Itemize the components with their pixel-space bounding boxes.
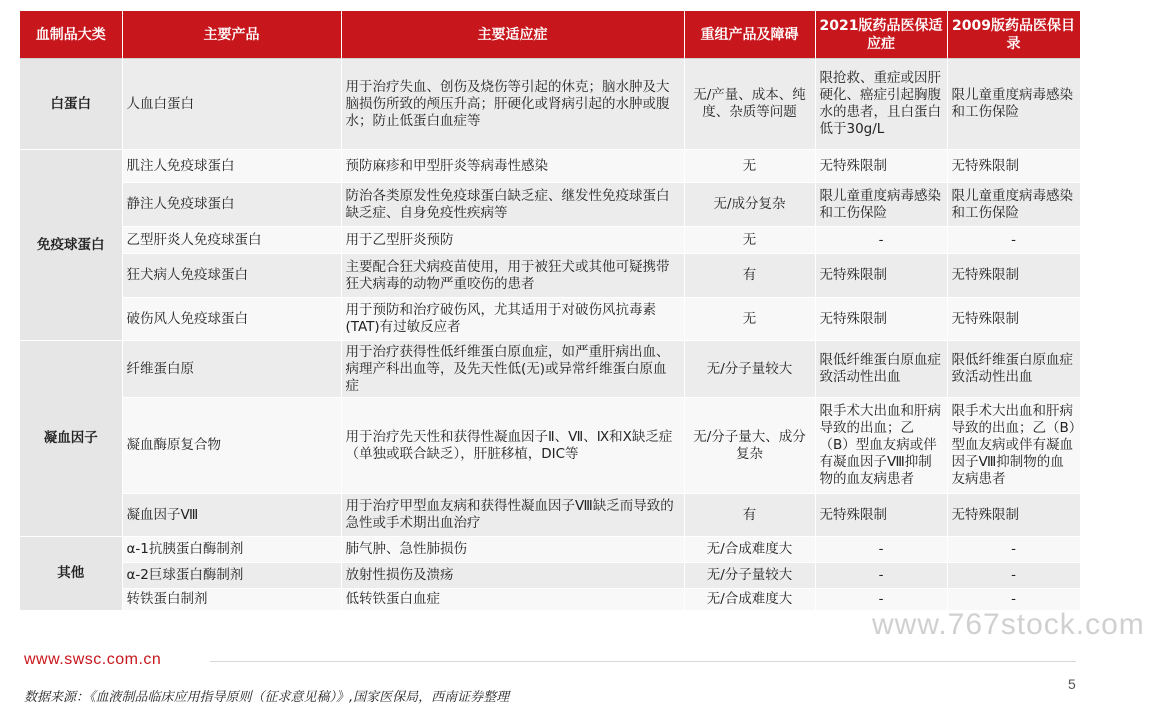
indication-cell: 用于治疗失血、创伤及烧伤等引起的休克；脑水肿及大脑损伤所致的颅压升高；肝硬化或肾病引起的水肿或腹水；防止低蛋白血症等 [341, 59, 684, 150]
insurance-2009-cell: - [947, 563, 1080, 589]
blood-products-table [20, 11, 1081, 611]
category-cell: 白蛋白 [20, 59, 122, 150]
header-barrier: 重组产品及障碍 [684, 11, 815, 59]
product-cell: 转铁蛋白制剂 [122, 589, 341, 611]
table-row [20, 341, 1080, 398]
table-row [20, 398, 1080, 494]
indication-cell: 预防麻疹和甲型肝炎等病毒性感染 [341, 150, 684, 183]
table-row [20, 298, 1080, 341]
footer-url[interactable]: www.swsc.com.cn [24, 651, 162, 668]
table-row [20, 494, 1080, 537]
insurance-2009-cell: 无特殊限制 [947, 254, 1080, 298]
insurance-2009-cell: 限儿童重度病毒感染和工伤保险 [947, 183, 1080, 227]
category-cell: 其他 [20, 537, 122, 611]
insurance-2021-cell: - [815, 563, 947, 589]
insurance-2009-cell: 限低纤维蛋白原血症致活动性出血 [947, 341, 1080, 398]
barrier-cell: 无/成分复杂 [684, 183, 815, 227]
barrier-cell: 无 [684, 150, 815, 183]
product-cell: α-2巨球蛋白酶制剂 [122, 563, 341, 589]
barrier-cell: 有 [684, 494, 815, 537]
barrier-cell: 无/合成难度大 [684, 537, 815, 563]
table-row [20, 537, 1080, 563]
table-row [20, 254, 1080, 298]
indication-cell: 主要配合狂犬病疫苗使用，用于被狂犬或其他可疑携带狂犬病毒的动物严重咬伤的患者 [341, 254, 684, 298]
product-cell: 肌注人免疫球蛋白 [122, 150, 341, 183]
page-number: 5 [1068, 676, 1076, 692]
insurance-2009-cell: - [947, 589, 1080, 611]
insurance-2009-cell: 无特殊限制 [947, 494, 1080, 537]
insurance-2021-cell: 无特殊限制 [815, 494, 947, 537]
indication-cell: 低转铁蛋白血症 [341, 589, 684, 611]
product-cell: 人血白蛋白 [122, 59, 341, 150]
insurance-2009-cell: 无特殊限制 [947, 298, 1080, 341]
barrier-cell: 无/分子量较大 [684, 563, 815, 589]
insurance-2009-cell: - [947, 227, 1080, 254]
barrier-cell: 无/分子量较大 [684, 341, 815, 398]
insurance-2021-cell: 限低纤维蛋白原血症致活动性出血 [815, 341, 947, 398]
header-insurance-2009: 2009版药品医保目录 [947, 11, 1080, 59]
insurance-2021-cell: - [815, 537, 947, 563]
barrier-cell: 无/产量、成本、纯度、杂质等问题 [684, 59, 815, 150]
insurance-2009-cell: 限手术大出血和肝病导致的出血；乙（B）型血友病或伴有凝血因子Ⅷ抑制物的血友病患者 [947, 398, 1080, 494]
barrier-cell: 无/分子量大、成分复杂 [684, 398, 815, 494]
table-header-row [20, 11, 1080, 59]
insurance-2021-cell: - [815, 589, 947, 611]
table-row [20, 150, 1080, 183]
insurance-2021-cell: 无特殊限制 [815, 150, 947, 183]
header-category: 血制品大类 [20, 11, 122, 59]
indication-cell: 防治各类原发性免疫球蛋白缺乏症、继发性免疫球蛋白缺乏症、自身免疫性疾病等 [341, 183, 684, 227]
barrier-cell: 无/合成难度大 [684, 589, 815, 611]
product-cell: 凝血因子Ⅷ [122, 494, 341, 537]
product-cell: 凝血酶原复合物 [122, 398, 341, 494]
insurance-2021-cell: 限手术大出血和肝病导致的出血；乙（B）型血友病或伴有凝血因子Ⅷ抑制物的血友病患者 [815, 398, 947, 494]
barrier-cell: 无 [684, 298, 815, 341]
footer-divider [210, 661, 1076, 662]
indication-cell: 用于预防和治疗破伤风，尤其适用于对破伤风抗毒素(TAT)有过敏反应者 [341, 298, 684, 341]
indication-cell: 用于治疗获得性低纤维蛋白原血症，如严重肝病出血、病理产科出血等，及先天性低(无)或异常纤维蛋白原血症 [341, 341, 684, 398]
indication-cell: 放射性损伤及溃疡 [341, 563, 684, 589]
barrier-cell: 无 [684, 227, 815, 254]
indication-cell: 用于乙型肝炎预防 [341, 227, 684, 254]
category-cell: 凝血因子 [20, 341, 122, 537]
product-cell: 静注人免疫球蛋白 [122, 183, 341, 227]
indication-cell: 肺气肿、急性肺损伤 [341, 537, 684, 563]
header-product: 主要产品 [122, 11, 341, 59]
table-row [20, 183, 1080, 227]
product-cell: 纤维蛋白原 [122, 341, 341, 398]
table-row [20, 563, 1080, 589]
insurance-2021-cell: 无特殊限制 [815, 298, 947, 341]
insurance-2009-cell: 限儿童重度病毒感染和工伤保险 [947, 59, 1080, 150]
insurance-2021-cell: 限儿童重度病毒感染和工伤保险 [815, 183, 947, 227]
insurance-2009-cell: - [947, 537, 1080, 563]
header-insurance-2021: 2021版药品医保适应症 [815, 11, 947, 59]
insurance-2021-cell: - [815, 227, 947, 254]
insurance-2009-cell: 无特殊限制 [947, 150, 1080, 183]
table-row [20, 59, 1080, 150]
insurance-2021-cell: 无特殊限制 [815, 254, 947, 298]
header-indication: 主要适应症 [341, 11, 684, 59]
product-cell: 破伤风人免疫球蛋白 [122, 298, 341, 341]
data-source-note: 数据来源：《血液制品临床应用指导原则（征求意见稿）》,国家医保局，西南证券整理 [24, 690, 510, 705]
product-cell: α-1抗胰蛋白酶制剂 [122, 537, 341, 563]
indication-cell: 用于治疗甲型血友病和获得性凝血因子Ⅷ缺乏而导致的急性或手术期出血治疗 [341, 494, 684, 537]
product-cell: 狂犬病人免疫球蛋白 [122, 254, 341, 298]
product-cell: 乙型肝炎人免疫球蛋白 [122, 227, 341, 254]
indication-cell: 用于治疗先天性和获得性凝血因子Ⅱ、Ⅶ、Ⅸ和Ⅹ缺乏症（单独或联合缺乏），肝脏移植，DIC等 [341, 398, 684, 494]
watermark-text: www.767stock.com [872, 608, 1145, 641]
barrier-cell: 有 [684, 254, 815, 298]
category-cell: 免疫球蛋白 [20, 150, 122, 341]
table-row [20, 227, 1080, 254]
insurance-2021-cell: 限抢救、重症或因肝硬化、癌症引起胸腹水的患者，且白蛋白低于30g/L [815, 59, 947, 150]
